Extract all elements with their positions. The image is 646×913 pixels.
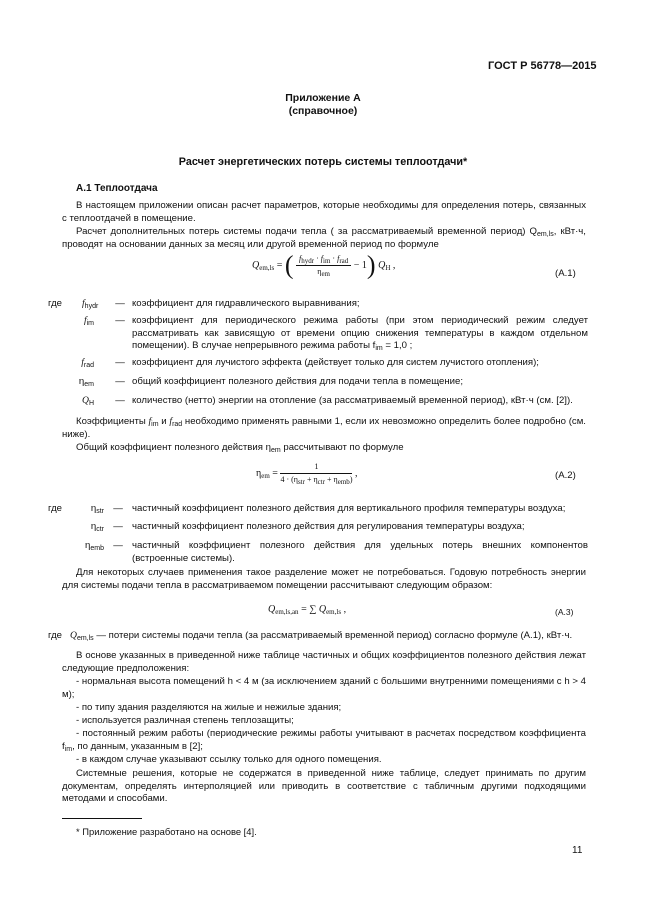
bullet-operation-mode: - постоянный режим работы (периодические режимы работы учитывают в расчетах посредством коэффициента $f_{im}$, по данным, указанным в [2]; <box>62 728 586 753</box>
bullet-height: - нормальная высота помещений h < 4 м (за исключением зданий с большими внутренними помещениями с h > 4 м); <box>62 676 586 700</box>
definition-q-em-ls: где $Q_{em,ls}$ — потери системы подачи тепла (за рассматриваемый временной период) согласно формуле (А.1), кВт·ч. <box>48 630 573 642</box>
where-label-1: где <box>48 298 63 309</box>
basis-paragraph: В основе указанных в приведенной ниже таблице частичных и общих коэффициентов полезного действия лежат следующие предположения: <box>62 650 586 674</box>
formula-a1-fraction: $\frac{f_{hydr} \cdot f_{im} \cdot f_{rad}}{\eta_{em}}$ <box>296 254 351 277</box>
coefficients-paragraph: Коэффициенты $f_{im}$ и $f_{rad}$ необходимо применять равными 1, если их невозможно определить более подробно (см. ниже). <box>62 416 586 440</box>
appendix-title: Приложение А <box>285 92 361 104</box>
formula-a2-fraction: $\frac{1}{4 \cdot (\eta_{str} + \eta_{ctr} + \eta_{emb})}$ <box>280 462 353 486</box>
section-title: Расчет энергетических потерь системы теплоотдачи* <box>178 156 468 168</box>
appendix-subtitle: (справочное) <box>288 105 358 117</box>
footnote-rule <box>62 818 142 819</box>
formula-a2-number: (А.2) <box>555 470 576 481</box>
eta-paragraph: Общий коэффициент полезного действия $\eta_{em}$ рассчитывают по формуле <box>76 442 404 454</box>
intro-paragraph-1: В настоящем приложении описан расчет параметров, которые необходимы для определения потерь, связанных с теплоотдачей в помещение. <box>62 200 586 224</box>
bullet-building-type: - по типу здания разделяются на жилые и нежилые здания; <box>76 702 342 713</box>
formula-a3: $Q_{em,ls,an}$ = ∑ $Q_{em,ls}$ , <box>268 604 347 616</box>
page-number: 11 <box>572 845 583 856</box>
annual-paragraph: Для некоторых случаев применения такое разделение может не потребоваться. Годовую потребность энергии для системы подачи тепла в рассматриваемом помещении рассчитывают следующим образом: <box>62 567 586 591</box>
subsection-heading: А.1 Теплоотдача <box>76 183 158 194</box>
footnote: * Приложение разработано на основе [4]. <box>76 826 257 837</box>
formula-a3-number: (А.3) <box>555 607 574 617</box>
where-label-2: где <box>48 503 63 514</box>
bullet-reference: - в каждом случае указывают ссылку только для одного помещения. <box>76 754 382 765</box>
formula-a1-number: (А.1) <box>555 268 576 279</box>
intro-paragraph-2: Расчет дополнительных потерь системы подачи тепла ( за рассматриваемый временной период) $Q_{em,ls}$, кВт·ч, проводят на основании данных за месяц или другой временной период по формуле <box>62 226 586 250</box>
standard-designation: ГОСТ Р 56778—2015 <box>488 60 597 72</box>
formula-a2: $\eta_{em}$ = $\frac{1}{4 \cdot (\eta_{str} + \eta_{ctr} + \eta_{emb})}$ , <box>256 462 358 486</box>
formula-a1: $Q_{em,ls}$ = ( $\frac{f_{hydr} \cdot f_{im} \cdot f_{rad}}{\eta_{em}}$ − 1) $Q_H$ , <box>252 250 396 280</box>
bullet-insulation: - используется различная степень теплозащиты; <box>76 715 294 726</box>
system-paragraph: Системные решения, которые не содержатся в приведенной ниже таблице, следует принимать по другим документам, определять интерполяцией или приводить в соответствие с табличным другими подходящими методами и способами. <box>62 768 586 805</box>
